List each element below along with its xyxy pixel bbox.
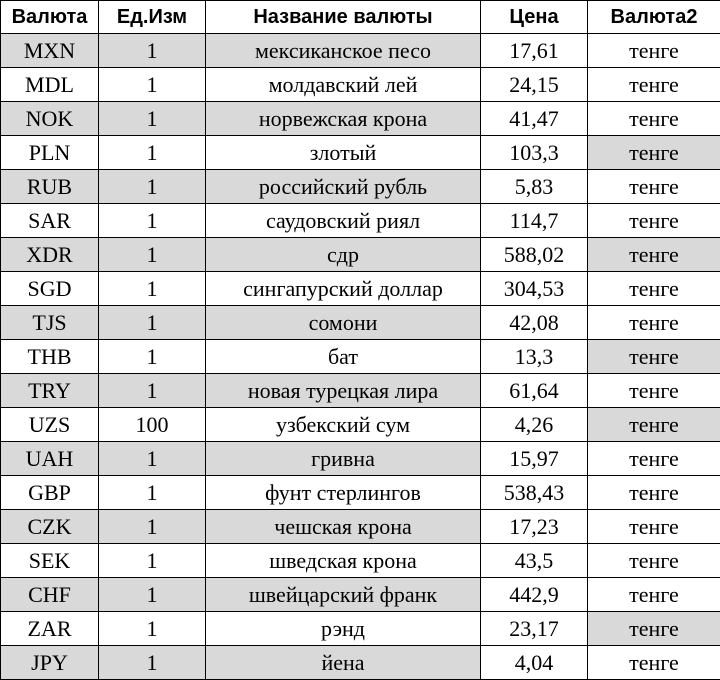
cell-price[interactable]: 103,3 <box>481 136 588 170</box>
cell-price[interactable]: 17,61 <box>481 34 588 68</box>
header-row <box>1 1 720 34</box>
cell-price[interactable]: 24,15 <box>481 68 588 102</box>
cell-price[interactable]: 23,17 <box>481 612 588 646</box>
header-price[interactable]: Цена <box>481 1 588 34</box>
cell-code[interactable]: SAR <box>1 204 99 238</box>
cell-price[interactable]: 538,43 <box>481 476 588 510</box>
cell-code[interactable]: PLN <box>1 136 99 170</box>
table-row <box>1 578 720 612</box>
cell-name[interactable]: новая турецкая лира <box>206 374 481 408</box>
cell-code[interactable]: ZAR <box>1 612 99 646</box>
cell-code[interactable]: XDR <box>1 238 99 272</box>
cell-name[interactable]: шведская крона <box>206 544 481 578</box>
cell-code[interactable]: NOK <box>1 102 99 136</box>
cell-currency2[interactable]: тенге <box>588 306 720 340</box>
cell-name[interactable]: российский рубль <box>206 170 481 204</box>
cell-name[interactable]: узбекский сум <box>206 408 481 442</box>
cell-code[interactable]: GBP <box>1 476 99 510</box>
cell-name[interactable]: молдавский лей <box>206 68 481 102</box>
table-row <box>1 170 720 204</box>
cell-name[interactable]: саудовский риял <box>206 204 481 238</box>
cell-price[interactable]: 5,83 <box>481 170 588 204</box>
cell-code[interactable]: SEK <box>1 544 99 578</box>
cell-currency2[interactable]: тенге <box>588 374 720 408</box>
cell-unit[interactable]: 1 <box>99 272 206 306</box>
cell-name[interactable]: йена <box>206 646 481 680</box>
cell-unit[interactable]: 1 <box>99 340 206 374</box>
table-row <box>1 272 720 306</box>
cell-name[interactable]: бат <box>206 340 481 374</box>
cell-unit[interactable]: 1 <box>99 578 206 612</box>
table-row <box>1 408 720 442</box>
cell-currency2[interactable]: тенге <box>588 408 720 442</box>
cell-code[interactable]: TJS <box>1 306 99 340</box>
cell-unit[interactable]: 1 <box>99 306 206 340</box>
cell-name[interactable]: злотый <box>206 136 481 170</box>
cell-code[interactable]: CHF <box>1 578 99 612</box>
cell-currency2[interactable]: тенге <box>588 612 720 646</box>
cell-unit[interactable]: 1 <box>99 204 206 238</box>
cell-name[interactable]: норвежская крона <box>206 102 481 136</box>
table-row <box>1 442 720 476</box>
table-row <box>1 612 720 646</box>
cell-currency2[interactable]: тенге <box>588 578 720 612</box>
cell-currency2[interactable]: тенге <box>588 544 720 578</box>
cell-currency2[interactable]: тенге <box>588 476 720 510</box>
cell-unit[interactable]: 1 <box>99 34 206 68</box>
cell-unit[interactable]: 1 <box>99 238 206 272</box>
table-row <box>1 102 720 136</box>
cell-unit[interactable]: 1 <box>99 476 206 510</box>
header-currency[interactable]: Валюта <box>1 1 99 34</box>
cell-unit[interactable]: 1 <box>99 646 206 680</box>
cell-unit[interactable]: 1 <box>99 170 206 204</box>
cell-unit[interactable]: 1 <box>99 68 206 102</box>
cell-code[interactable]: MXN <box>1 34 99 68</box>
cell-code[interactable]: SGD <box>1 272 99 306</box>
table-body <box>1 34 720 680</box>
cell-unit[interactable]: 1 <box>99 102 206 136</box>
cell-unit[interactable]: 1 <box>99 374 206 408</box>
cell-code[interactable]: THB <box>1 340 99 374</box>
cell-currency2[interactable]: тенге <box>588 442 720 476</box>
cell-name[interactable]: рэнд <box>206 612 481 646</box>
cell-price[interactable]: 42,08 <box>481 306 588 340</box>
cell-currency2[interactable]: тенге <box>588 136 720 170</box>
cell-currency2[interactable]: тенге <box>588 340 720 374</box>
cell-unit[interactable]: 1 <box>99 612 206 646</box>
cell-unit[interactable]: 1 <box>99 510 206 544</box>
table-row <box>1 340 720 374</box>
header-unit[interactable]: Ед.Изм <box>99 1 206 34</box>
cell-price[interactable]: 4,26 <box>481 408 588 442</box>
cell-code[interactable]: JPY <box>1 646 99 680</box>
cell-unit[interactable]: 1 <box>99 442 206 476</box>
cell-currency2[interactable]: тенге <box>588 68 720 102</box>
table-row <box>1 476 720 510</box>
cell-currency2[interactable]: тенге <box>588 102 720 136</box>
cell-name[interactable]: гривна <box>206 442 481 476</box>
cell-currency2[interactable]: тенге <box>588 238 720 272</box>
cell-code[interactable]: CZK <box>1 510 99 544</box>
cell-name[interactable]: чешская крона <box>206 510 481 544</box>
cell-price[interactable]: 588,02 <box>481 238 588 272</box>
table-row <box>1 204 720 238</box>
header-currency2[interactable]: Валюта2 <box>588 1 720 34</box>
header-currency-name[interactable]: Название валюты <box>206 1 481 34</box>
table-row <box>1 306 720 340</box>
table-row <box>1 238 720 272</box>
cell-name[interactable]: сомони <box>206 306 481 340</box>
cell-code[interactable]: TRY <box>1 374 99 408</box>
cell-currency2[interactable]: тенге <box>588 170 720 204</box>
table-row <box>1 374 720 408</box>
cell-code[interactable]: MDL <box>1 68 99 102</box>
cell-currency2[interactable]: тенге <box>588 34 720 68</box>
cell-currency2[interactable]: тенге <box>588 510 720 544</box>
cell-price[interactable]: 442,9 <box>481 578 588 612</box>
table-row <box>1 136 720 170</box>
cell-price[interactable]: 17,23 <box>481 510 588 544</box>
cell-price[interactable]: 15,97 <box>481 442 588 476</box>
cell-code[interactable]: UZS <box>1 408 99 442</box>
cell-unit[interactable]: 1 <box>99 136 206 170</box>
cell-code[interactable]: UAH <box>1 442 99 476</box>
cell-name[interactable]: сдр <box>206 238 481 272</box>
table-row <box>1 646 720 680</box>
cell-name[interactable]: фунт стерлингов <box>206 476 481 510</box>
cell-unit[interactable]: 100 <box>99 408 206 442</box>
cell-unit[interactable]: 1 <box>99 544 206 578</box>
cell-currency2[interactable]: тенге <box>588 204 720 238</box>
cell-name[interactable]: сингапурский доллар <box>206 272 481 306</box>
cell-price[interactable]: 304,53 <box>481 272 588 306</box>
table-row <box>1 34 720 68</box>
cell-currency2[interactable]: тенге <box>588 272 720 306</box>
cell-code[interactable]: RUB <box>1 170 99 204</box>
cell-price[interactable]: 114,7 <box>481 204 588 238</box>
cell-price[interactable]: 41,47 <box>481 102 588 136</box>
cell-name[interactable]: швейцарский франк <box>206 578 481 612</box>
cell-price[interactable]: 43,5 <box>481 544 588 578</box>
cell-price[interactable]: 61,64 <box>481 374 588 408</box>
cell-price[interactable]: 4,04 <box>481 646 588 680</box>
cell-name[interactable]: мексиканское песо <box>206 34 481 68</box>
table-row <box>1 544 720 578</box>
cell-price[interactable]: 13,3 <box>481 340 588 374</box>
table-row <box>1 68 720 102</box>
cell-currency2[interactable]: тенге <box>588 646 720 680</box>
table-row <box>1 510 720 544</box>
